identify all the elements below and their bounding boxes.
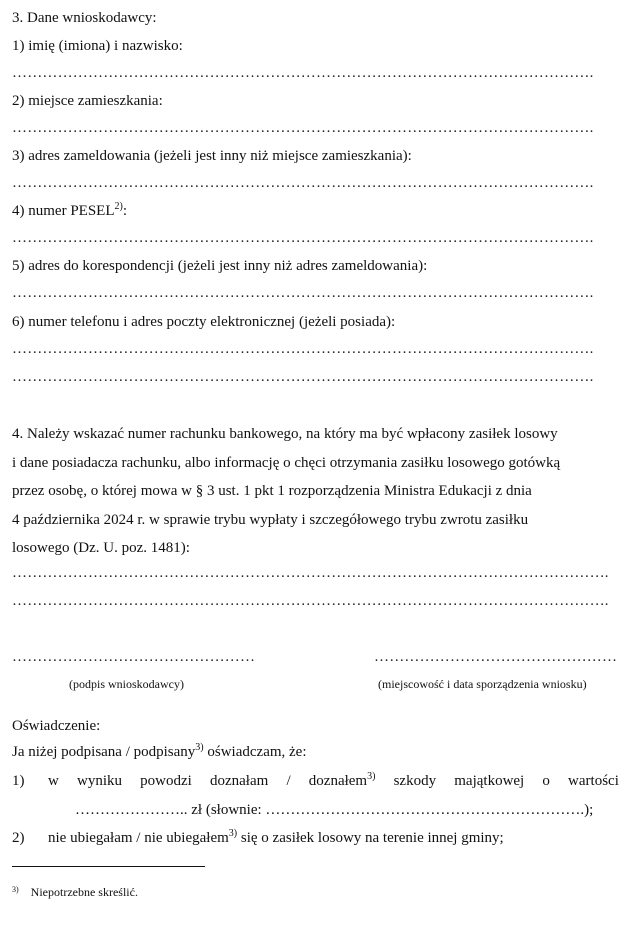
- place-date-field[interactable]: …………………………………………: [374, 649, 618, 665]
- item-2-number: 2): [12, 830, 25, 846]
- item-1-word: szkody: [393, 773, 437, 789]
- item-2-text: [48, 829, 619, 847]
- statement-intro-text: Ja niżej podpisana / podpisany: [12, 744, 196, 760]
- footnote: [12, 882, 138, 900]
- field-registration-label: 3) adres zameldowania (jeżeli jest inny niż miejsce zamieszkania):: [12, 148, 412, 164]
- field-correspondence-input[interactable]: …………………………………………………………………………………………………….: [12, 285, 594, 301]
- field-pesel-input[interactable]: …………………………………………………………………………………………………….: [12, 230, 594, 246]
- section-4-line-1: 4. Należy wskazać numer rachunku bankowego, na który ma być wpłacony zasiłek losowy: [12, 426, 558, 442]
- bank-account-input[interactable]: ……………………………………………………………………………………………………….: [12, 565, 609, 581]
- field-contact-input-2[interactable]: …………………………………………………………………………………………………….: [12, 369, 594, 385]
- section-4-line-3: przez osobę, o której mowa w § 3 ust. 1 pkt 1 rozporządzenia Ministra Edukacji z dnia: [12, 483, 532, 499]
- field-name-input[interactable]: …………………………………………………………………………………………………….: [12, 65, 594, 81]
- section-4-line-2: i dane posiadacza rachunku, albo informację o chęci otrzymania zasiłku losowego gotówką: [12, 454, 561, 471]
- bank-account-input-2[interactable]: ……………………………………………………………………………………………………….: [12, 593, 609, 609]
- item-1-word: doznałam: [209, 773, 269, 789]
- item-1-word-sup: [309, 772, 376, 790]
- field-correspondence-label: 5) adres do korespondencji (jeżeli jest inny niż adres zameldowania):: [12, 258, 428, 274]
- field-residence-input[interactable]: …………………………………………………………………………………………………….: [12, 120, 594, 136]
- footnote-ref: 2): [114, 201, 123, 212]
- field-registration-input[interactable]: …………………………………………………………………………………………………….: [12, 175, 594, 191]
- field-pesel-label-text: 4) numer PESEL: [12, 203, 115, 219]
- footnote-ref: 3): [228, 828, 238, 839]
- footnote-ref: 3): [367, 771, 376, 782]
- statement-intro: [12, 743, 307, 761]
- item-1-word: wartości: [568, 773, 619, 789]
- item-1-word: doznałem: [308, 773, 368, 789]
- item-2-text-end: się o zasiłek losowy na terenie innej gminy;: [237, 830, 504, 846]
- signature-caption: (podpis wnioskodawcy): [69, 677, 184, 691]
- item-1-number: 1): [12, 773, 25, 789]
- footnote-divider: [12, 866, 205, 867]
- section-3-heading: 3. Dane wnioskodawcy:: [12, 10, 157, 26]
- signature-field[interactable]: …………………………………………: [12, 649, 256, 665]
- section-4-line-5: losowego (Dz. U. poz. 1481):: [12, 540, 190, 556]
- field-contact-label: 6) numer telefonu i adres poczty elektronicznej (jeżeli posiada):: [12, 314, 396, 330]
- footnote-mark: 3): [12, 885, 19, 894]
- section-4-line: [12, 420, 619, 449]
- section-4-text: [12, 420, 619, 563]
- section-4-line-4: 4 października 2024 r. w sprawie trybu wypłaty i szczegółowego trybu zwrotu zasiłku: [12, 511, 529, 528]
- item-1-word: /: [286, 773, 291, 789]
- item-1-word: wyniku: [77, 773, 122, 789]
- footnote-text: Niepotrzebne skreślić.: [30, 885, 138, 899]
- field-pesel-label: [12, 202, 127, 220]
- item-1-word: w: [48, 773, 59, 789]
- statement-heading: Oświadczenie:: [12, 718, 101, 734]
- field-pesel-label-colon: :: [122, 203, 128, 219]
- place-date-caption: (miejscowość i data sporządzenia wniosku): [378, 677, 587, 691]
- item-1-word: powodzi: [140, 773, 192, 789]
- field-contact-input[interactable]: …………………………………………………………………………………………………….: [12, 341, 594, 357]
- item-1-word: majątkowej: [454, 773, 525, 789]
- field-name-label: 1) imię (imiona) i nazwisko:: [12, 38, 183, 54]
- field-residence-label: 2) miejsce zamieszkania:: [12, 93, 163, 109]
- item-1-word: o: [542, 773, 550, 789]
- item-1-value-field[interactable]: ………………….. zł (słownie: ……………………………………………………….);: [75, 802, 594, 818]
- statement-intro-end: oświadczam, że:: [203, 744, 307, 760]
- item-2-text-start: nie ubiegałam / nie ubiegałem: [48, 830, 229, 846]
- item-1-line-1: [48, 772, 619, 790]
- footnote-ref: 3): [195, 742, 204, 753]
